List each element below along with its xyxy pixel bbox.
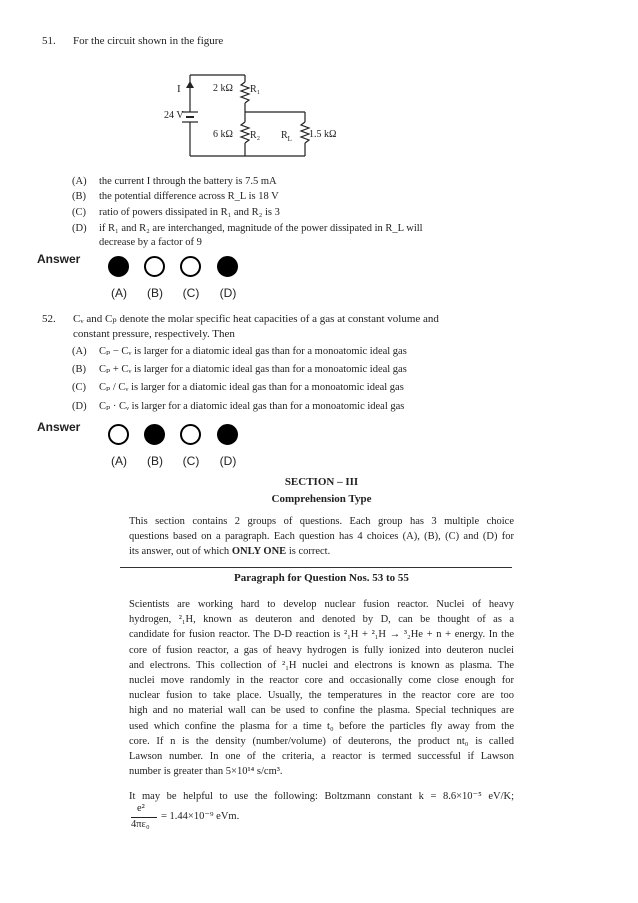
paragraph-line-8: high and no material wall can be used to confine the plasma. Special techniques are: [129, 705, 514, 717]
q52-stem-line2: constant pressure, respectively. Then: [73, 328, 235, 340]
q51-option-a-label: (A): [72, 176, 87, 187]
circuit-rl-label: [281, 128, 292, 147]
circuit-r1-label: R₁: [250, 84, 261, 95]
q51-answer-label: Answer: [37, 252, 81, 266]
circuit-r2-value: 6 kΩ: [213, 129, 233, 140]
paragraph-heading: Paragraph for Question Nos. 53 to 55: [234, 572, 409, 584]
q51-answer-letter-d: (D): [219, 286, 237, 300]
q51-option-c-label: (C): [72, 207, 86, 218]
q52-option-a-label: (A): [72, 346, 87, 357]
q52-answer-bubble-c[interactable]: [180, 424, 201, 445]
paragraph-line-1: Scientists are working hard to develop nuclear fusion reactor. Nuclei of heavy: [129, 599, 514, 610]
section-intro: [129, 514, 514, 560]
paragraph-line-4: core of fusion reactor, a gas of heavy hydrogen is fully ionized into deuteron nuclei: [129, 644, 514, 656]
paragraph-line-2: hydrogen, ²₁H, known as deuteron and denoted by D, can be thought of as a: [129, 614, 514, 626]
q52-answer-bubble-b[interactable]: [144, 424, 165, 445]
q51-stem: For the circuit shown in the figure: [73, 35, 224, 47]
circuit-r1-value: 2 kΩ: [213, 83, 233, 94]
current-arrow-icon: [186, 81, 194, 88]
q51-option-b-text: the potential difference across R_L is 18 V: [99, 191, 279, 202]
q51-answer-letter-c: (C): [182, 286, 200, 300]
circuit-r2-label: R₂: [250, 130, 261, 141]
q51-option-d-label: (D): [72, 223, 87, 234]
q52-answer-bubble-a[interactable]: [108, 424, 129, 445]
q52-answer-bubble-d[interactable]: [217, 424, 238, 445]
q51-option-d-text: if R₁ and R₂ are interchanged, magnitude of the power dissipated in R_L will: [99, 223, 423, 234]
q52-option-c-label: (C): [72, 382, 86, 393]
paragraph-helpful-line: It may be helpful to use the following: Boltzmann constant k = 8.6×10⁻⁵ eV/K;: [129, 791, 514, 802]
paragraph-line-3: candidate for fusion reactor. The D-D reaction is ²₁H + ²₁H → ³₂He + n + energy. In the: [129, 629, 514, 641]
q51-answer-letter-a: (A): [111, 286, 127, 300]
q52-option-d-label: (D): [72, 401, 87, 412]
q52-answer-letter-c: (C): [182, 454, 200, 468]
section-intro-bold: ONLY ONE: [231, 546, 287, 558]
section-intro-line-1: This section contains 2 groups of questions. Each group has 3 multiple choice: [129, 516, 514, 527]
q51-option-d-text-cont: decrease by a factor of 9: [99, 237, 202, 248]
fraction-bar: [131, 817, 157, 818]
circuit-battery-label: 24 V: [164, 110, 184, 121]
paragraph-line-5: and electrons. This collection of ²₁H nuclei and electrons is known as plasma. The: [129, 659, 514, 671]
q51-option-c-text: ratio of powers dissipated in R₁ and R₂ is 3: [99, 207, 280, 218]
q52-answer-letter-a: (A): [111, 454, 127, 468]
q51-option-b-label: (B): [72, 191, 86, 202]
fraction-value: = 1.44×10⁻⁹ eVm.: [161, 811, 240, 822]
circuit-rl-sub: L: [287, 135, 292, 143]
q51-answer-bubble-a[interactable]: [108, 256, 129, 277]
q52-option-d-text: Cₚ · Cᵥ is larger for a diatomic ideal gas than for a monoatomic ideal gas: [99, 401, 405, 412]
q52-option-c-text: Cₚ / Cᵥ is larger for a diatomic ideal gas than for a monoatomic ideal gas: [99, 382, 404, 393]
q52-number: 52.: [42, 313, 56, 325]
q51-answer-bubble-d[interactable]: [217, 256, 238, 277]
fraction-denominator: 4πε₀: [131, 819, 150, 830]
q51-answer-bubble-b[interactable]: [144, 256, 165, 277]
q52-answer-label: Answer: [37, 420, 81, 434]
q51-option-a-text: the current I through the battery is 7.5 mA: [99, 176, 277, 187]
q52-option-a-text: Cₚ − Cᵥ is larger for a diatomic ideal gas than for a monoatomic ideal gas: [99, 346, 407, 357]
paragraph-line-12: number is greater than 5×10¹⁴ s/cm³.: [129, 766, 283, 778]
paragraph-line-6: nuclei move randomly in the reactor core and occasionally come close enough for: [129, 675, 514, 687]
section-intro-line-2: questions based on a paragraph. Each question has 4 choices (A), (B), (C) and (D) for: [129, 531, 514, 543]
circuit-rl-value: 1.5 kΩ: [309, 129, 337, 140]
q51-answer-bubble-c[interactable]: [180, 256, 201, 277]
paragraph-line-9: used which confine the plasma for a time t₀ before the particles fly away from the: [129, 720, 514, 732]
q52-answer-letter-b: (B): [147, 454, 163, 468]
section-intro-line-3: [129, 544, 514, 559]
q52-option-b-label: (B): [72, 364, 86, 375]
q51-number: 51.: [42, 35, 56, 47]
paragraph-line-7: nuclear fusion to take place. Usually, the temperatures in the reactor core are too: [129, 690, 514, 702]
q51-answer-letter-b: (B): [147, 286, 163, 300]
q52-answer-letter-d: (D): [219, 454, 237, 468]
q52-stem-line1: Cᵥ and Cₚ denote the molar specific heat capacities of a gas at constant volume and: [73, 313, 439, 325]
section-subtitle: Comprehension Type: [271, 493, 372, 505]
section-title: SECTION – III: [284, 476, 359, 488]
section-intro-post: is correct.: [286, 546, 331, 558]
paragraph-line-10: core. If n is the density (number/volume) of deuterons, the product nt₀ is called: [129, 735, 514, 747]
paragraph-line-11: Lawson number. In one of the criteria, a reactor is termed successful if Lawson: [129, 751, 514, 763]
circuit-rl-letter: R: [281, 130, 288, 141]
fraction-numerator: e²: [137, 803, 145, 814]
section-divider: [120, 567, 512, 568]
section-intro-pre: its answer, out of which: [129, 546, 232, 558]
circuit-current-label: I: [177, 83, 181, 95]
q52-option-b-text: Cₚ + Cᵥ is larger for a diatomic ideal gas than for a monoatomic ideal gas: [99, 364, 407, 375]
paragraph-body: [129, 597, 514, 779]
